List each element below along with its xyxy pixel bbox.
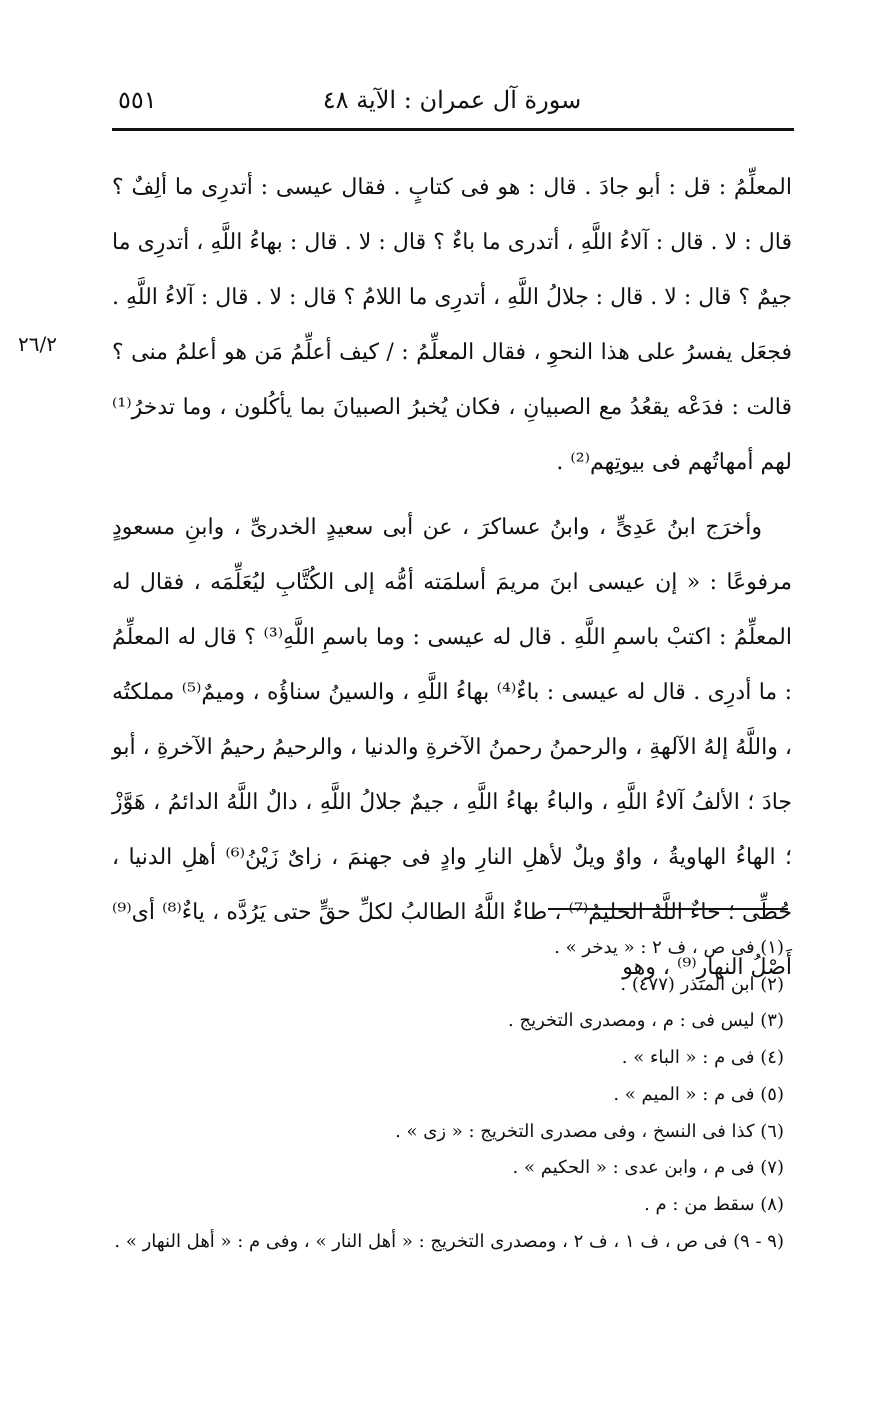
header-rule (112, 128, 794, 131)
footnotes (112, 930, 784, 1260)
footnote-6: (٦) كذا فى النسخ ، وفى مصدرى التخريج : « زى » . (395, 1120, 784, 1142)
footnote-5: (٥) فى م : « الميم » . (613, 1083, 784, 1105)
footnote-8: (٨) سقط من : م . (644, 1193, 784, 1215)
paragraph-2: وأخرَج ابنُ عَدِىٍّ ، وابنُ عساكرَ ، عن أبى سعيدٍ الخدرىِّ ، وابنِ مسعودٍ مرفوعًا : « إن عيسى ابنَ مريمَ أسلمَته أمُّه إلى الكُتَّابِ ليُعَلِّمَه ، فقال له المعلِّمُ : اكتبْ باسمِ اللَّهِ . قال له عيسى : وما باسمِ اللَّهِ⁽³⁾ ؟ قال له المعلِّمُ : ما أدرِى . قال له عيسى : باءٌ⁽⁴⁾ بهاءُ اللَّهِ ، والسينُ سناؤُه ، وميمٌ⁽⁵⁾ مملكتُه ، واللَّهُ إلهُ الآلهةِ ، والرحمنُ رحمنُ الآخرةِ والدنيا ، والرحيمُ رحيمُ الآخرةِ ، أبو جادَ ؛ الألفُ آلاءُ اللَّهِ ، والباءُ بهاءُ اللَّهِ ، جيمٌ جلالُ اللَّهِ ، دالٌ اللَّهُ الدائمُ ، هَوَّزْ ؛ الهاءُ الهاويةُ ، واوٌ ويلٌ لأهلِ النارِ وادٍ فى جهنمَ ، زاىٌ زَيْنُ⁽⁶⁾ أهلِ الدنيا ، حُطِّى ؛ حاءٌ اللَّهُ الحليمُ⁽⁷⁾ ، طاءٌ اللَّهُ الطالبُ لكلِّ حقٍّ حتى يَرُدَّه ، ياءٌ⁽⁸⁾ أى⁽⁹⁾ أَصْلُ النهارِ⁽⁹⁾ ، وهو (112, 515, 793, 980)
footnote-2: (٢) ابن المنذر (٤٧٧) . (620, 973, 784, 995)
footnote-3: (٣) ليس فى : م ، ومصدرى التخريج . (508, 1010, 784, 1032)
footnote-rule (548, 908, 788, 910)
footnote-1: (١) فى ص ، ف ٢ : « يدخر » . (554, 937, 784, 958)
footnote-9: (٩ - ٩) فى ص ، ف ١ ، ف ٢ ، ومصدرى التخريج : « أهل النار » ، وفى م : « أهل النهار » . (114, 1230, 784, 1252)
margin-note: ٢٦/٢ (18, 332, 57, 356)
main-text (112, 160, 792, 995)
footnote-4: (٤) فى م : « الباء » . (621, 1047, 784, 1069)
running-title: سورة آل عمران : الآية ٤٨ (322, 86, 582, 114)
footnote-7: (٧) فى م ، وابن عدى : « الحكيم » . (512, 1157, 784, 1179)
page-header (112, 82, 792, 126)
paragraph-1: المعلِّمُ : قل : أبو جادَ . قال : هو فى كتابٍ . فقال عيسى : أتدرِى ما ألِفٌ ؟ قال : لا . قال : آلاءُ اللَّهِ ، أتدرى ما باءٌ ؟ قال : لا . قال : بهاءُ اللَّهِ ، أتدرِى ما جيمٌ ؟ قال : لا . قال : جلالُ اللَّهِ ، أتدرِى ما اللامُ ؟ قال : لا . قال : آلاءُ اللَّهِ . فجعَل يفسرُ على هذا النحوِ ، فقال المعلِّمُ : / كيف أعلِّمُ مَن هو أعلمُ منى ؟ قالت : فدَعْه يقعُدُ مع الصبيانِ ، فكان يُخبرُ الصبيانَ بما يأكُلون ، وما تدخرُ⁽¹⁾ لهم أمهاتُهم فى بيوتِهم⁽²⁾ . (112, 175, 792, 475)
page-number: ٥٥١ (118, 86, 157, 114)
